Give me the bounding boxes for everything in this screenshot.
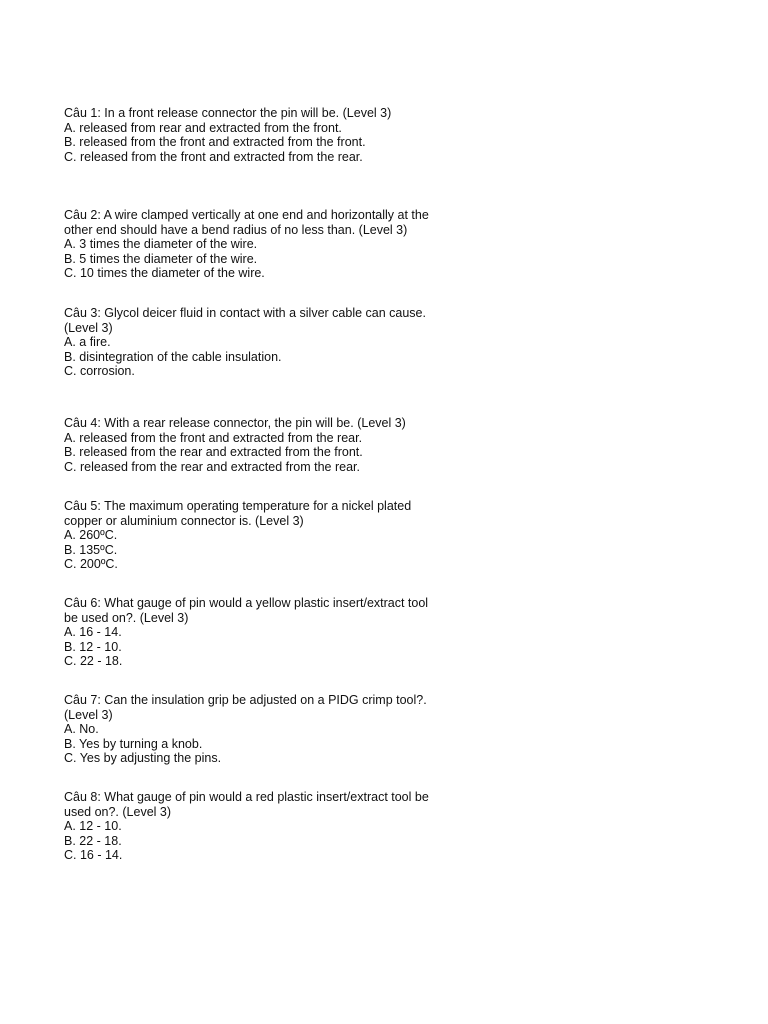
answer-option-b: B. released from the rear and extracted from the front. (64, 445, 363, 459)
answer-option-a: A. 12 - 10. (64, 819, 122, 833)
answer-option-b: B. released from the front and extracted from the front. (64, 135, 366, 149)
answer-option-b: B. disintegration of the cable insulation. (64, 349, 282, 364)
question-text: Câu 2: A wire clamped vertically at one end and horizontally at the other end should have a bend radius of no less than. (Level 3) (64, 208, 429, 237)
question-1 (64, 106, 444, 164)
answer-option-a: A. released from the front and extracted from the rear. (64, 430, 363, 445)
answer-option-a: A. 260ºC. (64, 528, 118, 542)
answer-option-c: C. 200ºC. (64, 557, 118, 571)
answer-option-b: B. 135ºC. (64, 542, 118, 557)
answer-option-b: B. 12 - 10. (64, 639, 122, 654)
question-8 (64, 790, 444, 863)
answer-option-a: A. released from rear and extracted from the front. (64, 120, 342, 135)
question-2 (64, 208, 444, 281)
question-text: Câu 6: What gauge of pin would a yellow plastic insert/extract tool be used on?. (Level 3) (64, 596, 429, 625)
answer-option-b: B. Yes by turning a knob. (64, 736, 203, 751)
question-4 (64, 416, 444, 474)
question-7 (64, 693, 444, 766)
answer-option-c: C. Yes by adjusting the pins. (64, 751, 222, 765)
question-text: Câu 7: Can the insulation grip be adjusted on a PIDG crimp tool?. (Level 3) (64, 693, 427, 722)
answer-option-a: A. No. (64, 722, 99, 736)
answer-option-a: A. a fire. (64, 335, 111, 349)
answer-option-c: C. released from the front and extracted from the rear. (64, 149, 363, 164)
answer-option-b: B. 5 times the diameter of the wire. (64, 251, 258, 266)
question-5 (64, 499, 444, 572)
question-text: Câu 5: The maximum operating temperature for a nickel plated copper or aluminium connector is. (Level 3) (64, 499, 412, 528)
question-3 (64, 306, 444, 379)
question-text: Câu 8: What gauge of pin would a red plastic insert/extract tool be used on?. (Level 3) (64, 790, 429, 819)
answer-option-a: A. 16 - 14. (64, 625, 122, 639)
answer-option-a: A. 3 times the diameter of the wire. (64, 237, 258, 251)
answer-option-c: C. 10 times the diameter of the wire. (64, 266, 265, 280)
answer-option-c: C. 16 - 14. (64, 848, 123, 862)
question-text: Câu 4: With a rear release connector, the pin will be. (Level 3) (64, 416, 406, 430)
answer-option-b: B. 22 - 18. (64, 833, 122, 848)
answer-option-c: C. 22 - 18. (64, 654, 123, 668)
question-6 (64, 596, 444, 669)
question-text: Câu 3: Glycol deicer fluid in contact with a silver cable can cause. (Level 3) (64, 306, 426, 335)
answer-option-c: C. released from the rear and extracted from the rear. (64, 459, 360, 474)
question-text: Câu 1: In a front release connector the pin will be. (Level 3) (64, 106, 392, 120)
answer-option-c: C. corrosion. (64, 364, 135, 378)
